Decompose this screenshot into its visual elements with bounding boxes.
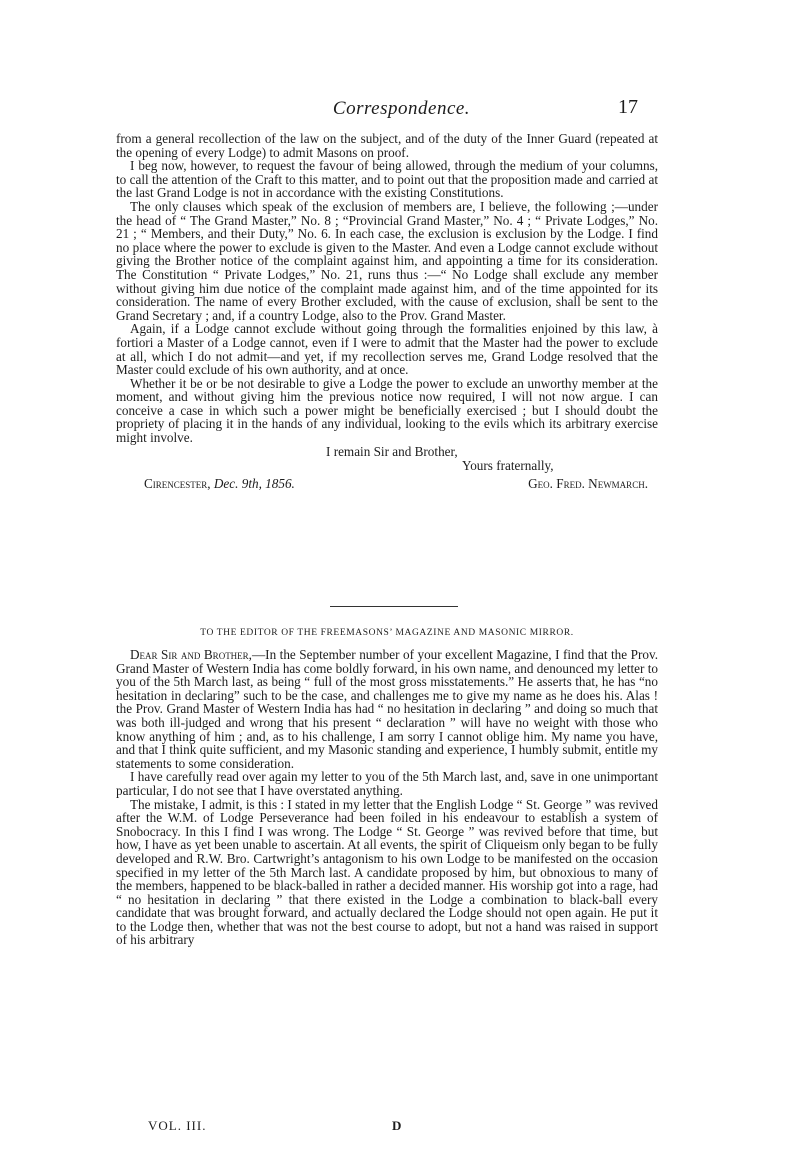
- signature-line: [116, 477, 658, 493]
- letter-two-body: [116, 648, 658, 947]
- letter-two-paragraph: I have carefully read over again my letter to you of the 5th March last, and, save in one unimportant particular, I do not see that I have overstated anything.: [116, 769, 658, 798]
- section-divider: [330, 606, 458, 607]
- letter-one-paragraph: from a general recollection of the law on the subject, and of the duty of the Inner Guard (repeated at the opening of every Lodge) to admit Masons on proof.: [116, 131, 658, 160]
- page-number: 17: [618, 96, 638, 118]
- letter-two-paragraph: The mistake, I admit, is this : I stated in my letter that the English Lodge “ St. George ” was revived after the W.M. of Lodge Perseverance had been foiled in his endeavour to establish a system of Snobocracy. In this I find I was wrong. The Lodge “ St. George ” was revived before that time, but how, I have as yet been unable to ascertain. At all events, the spirit of Cliqueism only began to be fully developed and R.W. Bro. Cartwright’s antagonism to his own Lodge to be manifested on the occasion specified in my letter of the 5th March last. A candidate proposed by him, but obnoxious to many of the members, happened to be black-balled in rather a decided manner. His worship got into a rage, had “ no hesitation in declaring ” that there existed in the Lodge a combination to black-ball every candidate that was brought forward, and actually declared the Lodge should not open again. He put it to the Lodge then, whether that was not the best course to adopt, but not a hand was raised in support of his arbitrary: [116, 796, 658, 948]
- letter-one-paragraph: The only clauses which speak of the exclusion of members are, I believe, the following ;—under the head of “ The Grand Master,” No. 8 ; “Provincial Grand Master,” No. 4 ; “ Private Lodges,” No. 21 ; “ Members, and their Duty,” No. 6. In each case, the exclusion is exclusion by the Lodge. I find no place where the power to exclude is given to the Master. And even a Lodge cannot exclude without giving the Brother notice of the complaint against him, and appointing a time for its consideration. The Constitution “ Private Lodges,” No. 21, runs thus :—“ No Lodge shall exclude any member without giving him due notice of the complaint made against him, and of the time appointed for its consideration. The name of every Brother excluded, with the cause of exclusion, shall be sent to the Grand Secretary ; and, if a country Lodge, also to the Prov. Grand Master.: [116, 198, 658, 323]
- letter-one-paragraph: Again, if a Lodge cannot exclude without going through the formalities enjoined by this law, à fortiori a Master of a Lodge cannot, even if I were to admit that the Master had the power to exclude at all, which I do not admit—and yet, if my recollection serves me, Grand Lodge resolved that the Master could exclude of his own authority, and at once.: [116, 321, 658, 378]
- letter-two-paragraph: [116, 648, 658, 770]
- closing-remain: I remain Sir and Brother,: [326, 443, 458, 459]
- letter-signature: Geo. Fred. Newmarch.: [528, 475, 648, 491]
- closing-line: [116, 459, 658, 473]
- letter-one-paragraph: I beg now, however, to request the favour of being allowed, through the medium of your columns, to call the attention of the Craft to this matter, and to point out that the proposition made and carried at the last Grand Lodge is not in accordance with the existing Constitutions.: [116, 158, 658, 201]
- letter-place: [144, 477, 295, 491]
- volume-label: VOL. III.: [148, 1118, 207, 1133]
- letter-place-name: Cirencester,: [144, 475, 211, 491]
- closing-yours: Yours fraternally,: [462, 457, 554, 473]
- letter-one-paragraph: Whether it be or be not desirable to give a Lodge the power to exclude an unworthy member at the moment, and without giving him the previous notice now required, I will not now argue. I can conceive a case in which such a power might be beneficially exercised ; but I should doubt the propriety of placing it in the hands of any individual, looking to the evils which its arbitrary exercise might involve.: [116, 375, 658, 446]
- letter-two-text: —In the September number of your excellent Magazine, I find that the Prov. Grand Master of Western India has come boldly forward, in his own name, and denounced my letter to you of the 5th March last, as being “ full of the most gross misstatements.” He asserts that, he has “no hesitation in declaring” such to be the case, and challenges me to give my name as he does his. Alas ! the Prov. Grand Master of Western India has had “ no hesitation in declaring ” and doing so much that was both ill-judged and wrong that his present “ declaration ” will have no weight with those who know anything of him ; and, as to his challenge, I am sorry I cannot oblige him. My name you have, and that I think quite sufficient, and my Masonic standing and experience, I humbly submit, entitle my statements to some consideration.: [116, 647, 658, 771]
- salutation: Dear Sir and Brother,: [130, 647, 252, 662]
- running-title: Correspondence.: [332, 98, 471, 119]
- letter-one-body: [116, 132, 658, 493]
- closing-line: [116, 445, 658, 459]
- page-footer: [0, 1118, 803, 1136]
- section-heading: TO THE EDITOR OF THE FREEMASONS’ MAGAZINE AND MASONIC MIRROR.: [200, 628, 574, 638]
- letter-date: Dec. 9th, 1856.: [213, 475, 295, 491]
- signature-mark: D: [392, 1118, 402, 1133]
